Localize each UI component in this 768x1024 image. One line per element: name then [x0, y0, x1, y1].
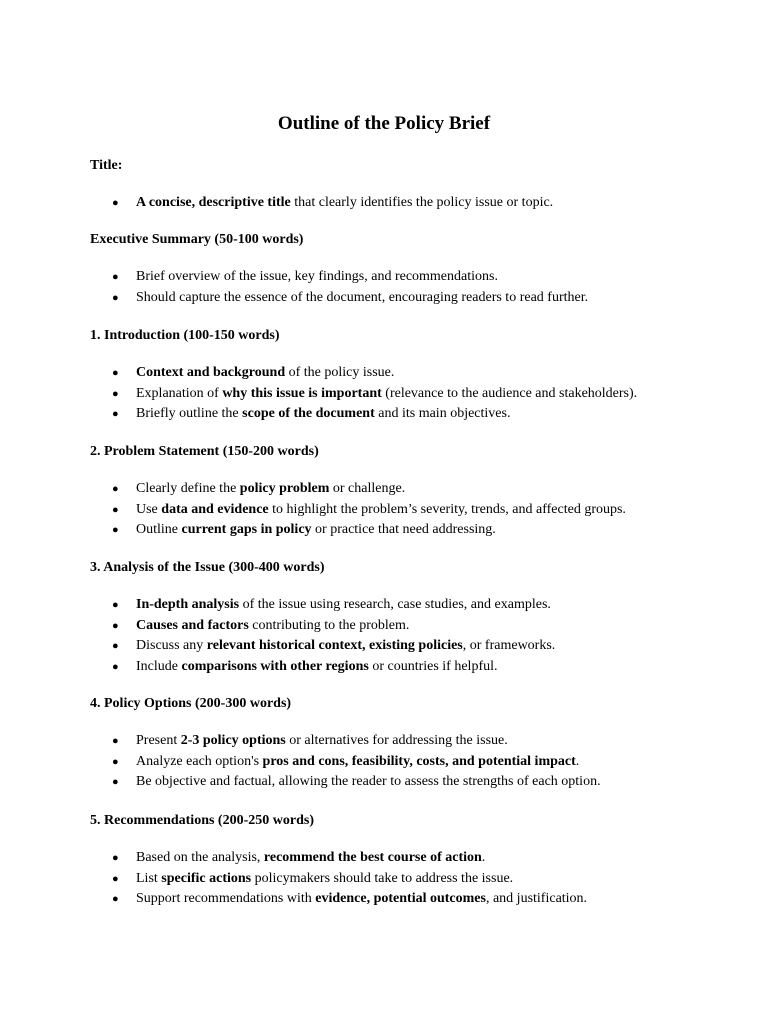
bullet-text: [136, 731, 508, 752]
bullet-text: [136, 595, 551, 616]
bullet-dot-icon: ●: [112, 197, 119, 209]
section-heading: 3. Analysis of the Issue (300-400 words): [90, 560, 325, 575]
document-title: Outline of the Policy Brief: [277, 113, 491, 134]
text-run: Use: [136, 501, 162, 517]
section-heading: 4. Policy Options (200-300 words): [90, 696, 292, 711]
text-run: Clearly define the: [136, 481, 240, 496]
bullet-item: [0, 636, 768, 657]
bullet-item: [0, 616, 768, 637]
bullet-dot-icon: ●: [112, 483, 119, 495]
bullet-item: [0, 479, 768, 500]
bullet-dot-icon: ●: [112, 367, 119, 379]
bullet-dot-icon: ●: [112, 852, 119, 864]
text-run: or alternatives for addressing the issue.: [285, 733, 508, 748]
bullet-item: [0, 772, 768, 793]
text-run: Briefly outline the: [136, 406, 243, 422]
bullet-text: [136, 848, 485, 869]
bullet-dot-icon: ●: [112, 893, 119, 906]
bullet-item: [0, 848, 768, 869]
section-heading: 2. Problem Statement (150-200 words): [90, 444, 319, 459]
bullet-text: [136, 657, 498, 678]
bullet-text: [136, 363, 394, 384]
text-run: of the issue using research, case studies, and examples.: [239, 597, 551, 612]
text-run: Present: [136, 733, 181, 748]
text-run: to highlight the problem’s severity, trends, and affected groups.: [268, 501, 626, 517]
text-run: of the policy issue.: [285, 365, 395, 380]
bold-text-run: policy problem: [239, 481, 330, 496]
bold-text-run: Context and background: [136, 365, 286, 380]
bullet-text: [136, 520, 496, 541]
text-run: .: [575, 753, 580, 769]
bullet-list: [0, 595, 768, 677]
bullet-item: [0, 869, 768, 890]
text-run: Support recommendations with: [136, 891, 316, 907]
text-run: that clearly identifies the policy issue or topic.: [290, 195, 554, 210]
bullet-text: [136, 752, 579, 773]
text-run: Explanation of: [136, 385, 223, 401]
bold-text-run: In-depth analysis: [136, 597, 240, 612]
bullet-list: [0, 479, 768, 541]
text-run: or challenge.: [329, 481, 406, 496]
text-run: contributing to the problem.: [248, 617, 410, 633]
bold-text-run: comparisons with other regions: [181, 658, 369, 674]
section-heading: 5. Recommendations (200-250 words): [90, 813, 314, 828]
bullet-item: [0, 193, 768, 214]
bold-text-run: current gaps in policy: [181, 522, 312, 538]
bullet-dot-icon: ●: [112, 524, 119, 537]
bullet-list: [0, 731, 768, 793]
bullet-item: [0, 595, 768, 616]
bold-text-run: 2-3 policy options: [180, 733, 286, 748]
text-run: Should capture the essence of the document, encouraging readers to read further.: [136, 289, 589, 305]
text-run: .: [481, 850, 486, 865]
bullet-item: [0, 752, 768, 773]
bold-text-run: scope of the document: [242, 406, 375, 422]
bold-text-run: recommend the best course of action: [263, 850, 482, 865]
bullet-item: [0, 363, 768, 384]
bullet-dot-icon: ●: [112, 503, 119, 516]
bold-text-run: data and evidence: [161, 501, 269, 517]
text-run: or countries if helpful.: [368, 658, 498, 674]
bullet-text: [136, 479, 405, 500]
bullet-dot-icon: ●: [112, 387, 119, 400]
bullet-text: [136, 889, 587, 910]
bold-text-run: relevant historical context, existing policies: [206, 638, 463, 654]
bullet-item: [0, 288, 768, 309]
text-run: policymakers should take to address the issue.: [251, 870, 514, 886]
bullet-item: [0, 404, 768, 425]
text-run: , or frameworks.: [462, 638, 556, 654]
bullet-dot-icon: ●: [112, 619, 119, 632]
bullet-dot-icon: ●: [112, 776, 119, 789]
text-run: and its main objectives.: [374, 406, 511, 422]
bullet-text: [136, 288, 588, 309]
bullet-dot-icon: ●: [112, 291, 119, 304]
section-heading: 1. Introduction (100-150 words): [90, 328, 280, 343]
section-heading: Title:: [90, 158, 123, 173]
text-run: , and justification.: [485, 891, 588, 907]
bullet-item: [0, 731, 768, 752]
bullet-text: [136, 616, 409, 637]
bullet-text: [136, 193, 553, 214]
bullet-item: [0, 520, 768, 541]
bullet-list: [0, 193, 768, 214]
bullet-dot-icon: ●: [112, 599, 119, 611]
bold-text-run: specific actions: [161, 870, 252, 886]
bold-text-run: Causes and factors: [136, 617, 249, 633]
bullet-list: [0, 848, 768, 910]
bullet-text: [136, 384, 637, 405]
bullet-text: [136, 267, 498, 288]
bullet-item: [0, 889, 768, 910]
bullet-dot-icon: ●: [112, 755, 119, 768]
text-run: List: [136, 870, 162, 886]
bullet-dot-icon: ●: [112, 271, 119, 283]
text-run: Include: [136, 658, 182, 674]
bold-text-run: evidence, potential outcomes: [315, 891, 486, 907]
bold-text-run: A concise, descriptive title: [136, 195, 291, 210]
bold-text-run: why this issue is important: [222, 385, 382, 401]
text-run: Be objective and factual, allowing the reader to assess the strengths of each option.: [136, 774, 601, 790]
bullet-text: [136, 500, 626, 521]
bullet-text: [136, 404, 510, 425]
bullet-dot-icon: ●: [112, 735, 119, 747]
bullet-text: [136, 636, 555, 657]
section-heading: Executive Summary (50-100 words): [90, 232, 304, 247]
bullet-item: [0, 267, 768, 288]
bullet-dot-icon: ●: [112, 872, 119, 885]
bullet-dot-icon: ●: [112, 660, 119, 673]
text-run: Outline: [136, 522, 182, 538]
bullet-text: [136, 869, 513, 890]
bullet-text: [136, 772, 601, 793]
bullet-list: [0, 267, 768, 308]
bullet-item: [0, 657, 768, 678]
text-run: Analyze each option's: [136, 753, 263, 769]
bullet-item: [0, 384, 768, 405]
bullet-dot-icon: ●: [112, 640, 119, 653]
bullet-list: [0, 363, 768, 425]
text-run: or practice that need addressing.: [311, 522, 496, 538]
bullet-dot-icon: ●: [112, 408, 119, 421]
text-run: Based on the analysis,: [136, 850, 264, 865]
text-run: Brief overview of the issue, key findings, and recommendations.: [136, 269, 498, 284]
text-run: Discuss any: [136, 638, 207, 654]
text-run: (relevance to the audience and stakeholders).: [381, 385, 638, 401]
bullet-item: [0, 500, 768, 521]
bold-text-run: pros and cons, feasibility, costs, and potential impact: [262, 753, 576, 769]
